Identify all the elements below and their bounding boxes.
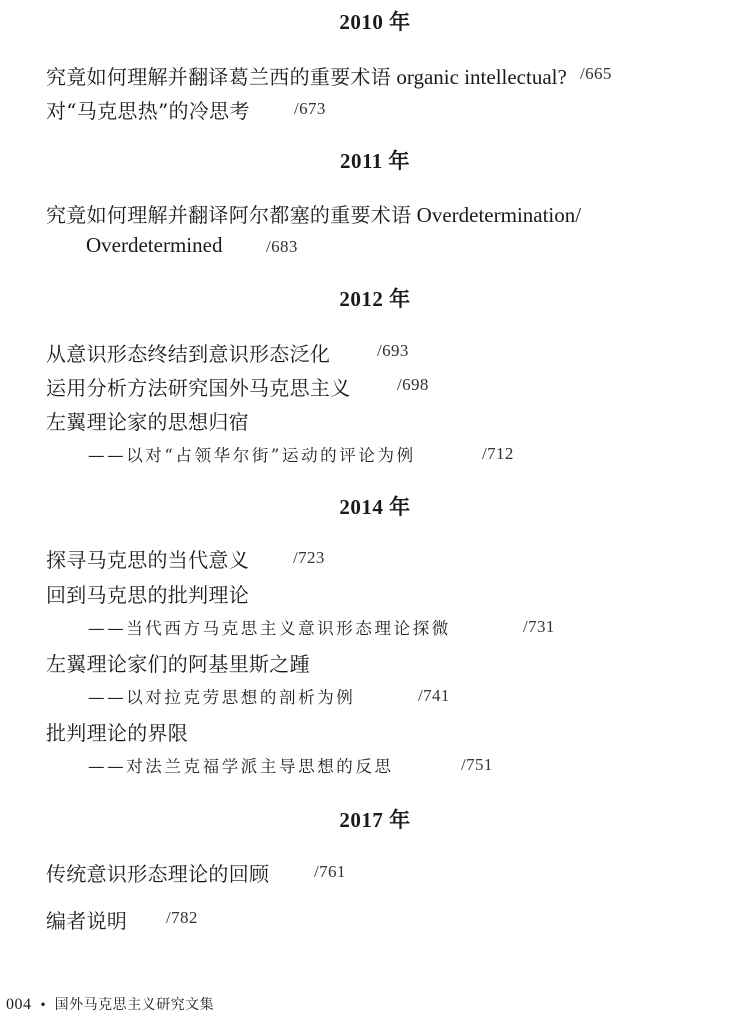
toc-entry-title: 究竟如何理解并翻译阿尔都塞的重要术语: [46, 203, 412, 227]
toc-entry-traditional-ideology[interactable]: [46, 858, 269, 887]
toc-entry-subtitle: ——对法兰克福学派主导思想的反思: [88, 757, 394, 776]
toc-entry-marx-contemporary[interactable]: [46, 544, 249, 573]
toc-entry-page: /723: [293, 548, 325, 567]
toc-entry-title: 编者说明: [46, 909, 128, 933]
toc-entry-title: 运用分析方法研究国外马克思主义: [46, 376, 351, 400]
section-year-2011: 2011 年: [339, 149, 411, 173]
toc-entry-page: /683: [266, 237, 298, 256]
toc-entry-subtitle: ——当代西方马克思主义意识形态理论探微: [88, 619, 451, 638]
footer-book-title: 国外马克思主义研究文集: [54, 997, 215, 1013]
toc-entry-title: 左翼理论家的思想归宿: [46, 410, 249, 434]
toc-entry-title: 究竟如何理解并翻译葛兰西的重要术语: [46, 65, 392, 89]
toc-entry-page: /782: [166, 908, 198, 927]
toc-entry-achilles-heel[interactable]: [46, 648, 310, 677]
toc-entry-page: /761: [314, 862, 346, 881]
toc-entry-analytical-method[interactable]: [46, 372, 351, 401]
toc-entry-marx-fever[interactable]: [46, 95, 250, 124]
toc-entry-page: /665: [580, 64, 612, 83]
toc-entry-title: 从意识形态终结到意识形态泛化: [46, 342, 331, 366]
footer-page-number: 004: [6, 996, 32, 1013]
toc-entry-editor-note[interactable]: [46, 905, 127, 934]
toc-entry-subtitle: ——以对拉克劳思想的剖析为例: [88, 688, 356, 707]
toc-entry-title: 对“马克思热”的冷思考: [46, 99, 250, 123]
toc-entry-page: /751: [461, 755, 493, 774]
toc-entry-page: /712: [482, 444, 514, 463]
page-footer: [6, 994, 214, 1014]
toc-entry-ideology-end[interactable]: [46, 338, 330, 367]
toc-entry-title-latin: Overdetermination/: [411, 203, 582, 227]
toc-entry-page: /731: [523, 617, 555, 636]
toc-entry-title-latin: organic intellectual?: [391, 65, 567, 89]
toc-entry-subtitle: ——以对“占领华尔街”运动的评论为例: [88, 446, 416, 465]
toc-entry-critical-theory[interactable]: [46, 579, 249, 608]
toc-entry-title: 探寻马克思的当代意义: [46, 548, 249, 572]
toc-entry-title: 左翼理论家们的阿基里斯之踵: [46, 652, 310, 676]
toc-entry-title: 批判理论的界限: [46, 721, 189, 745]
toc-entry-page: /673: [294, 99, 326, 118]
section-year-2017: 2017 年: [339, 808, 411, 832]
toc-entry-title: 传统意识形态理论的回顾: [46, 862, 270, 886]
toc-entry-organic-intellectual[interactable]: [46, 61, 567, 90]
toc-entry-page: /698: [397, 375, 429, 394]
section-year-2012: 2012 年: [339, 287, 411, 311]
toc-entry-overdetermination[interactable]: [46, 199, 581, 228]
toc-entry-page: /693: [377, 341, 409, 360]
toc-entry-critical-limits[interactable]: [46, 717, 188, 746]
toc-entry-left-theorists[interactable]: [46, 406, 249, 435]
section-year-2010: 2010 年: [339, 10, 411, 34]
section-year-2014: 2014 年: [339, 495, 411, 519]
toc-entry-page: /741: [418, 686, 450, 705]
toc-entry-title-continued[interactable]: Overdetermined: [86, 233, 223, 257]
footer-separator: •: [39, 998, 47, 1012]
toc-entry-title: 回到马克思的批判理论: [46, 583, 249, 607]
